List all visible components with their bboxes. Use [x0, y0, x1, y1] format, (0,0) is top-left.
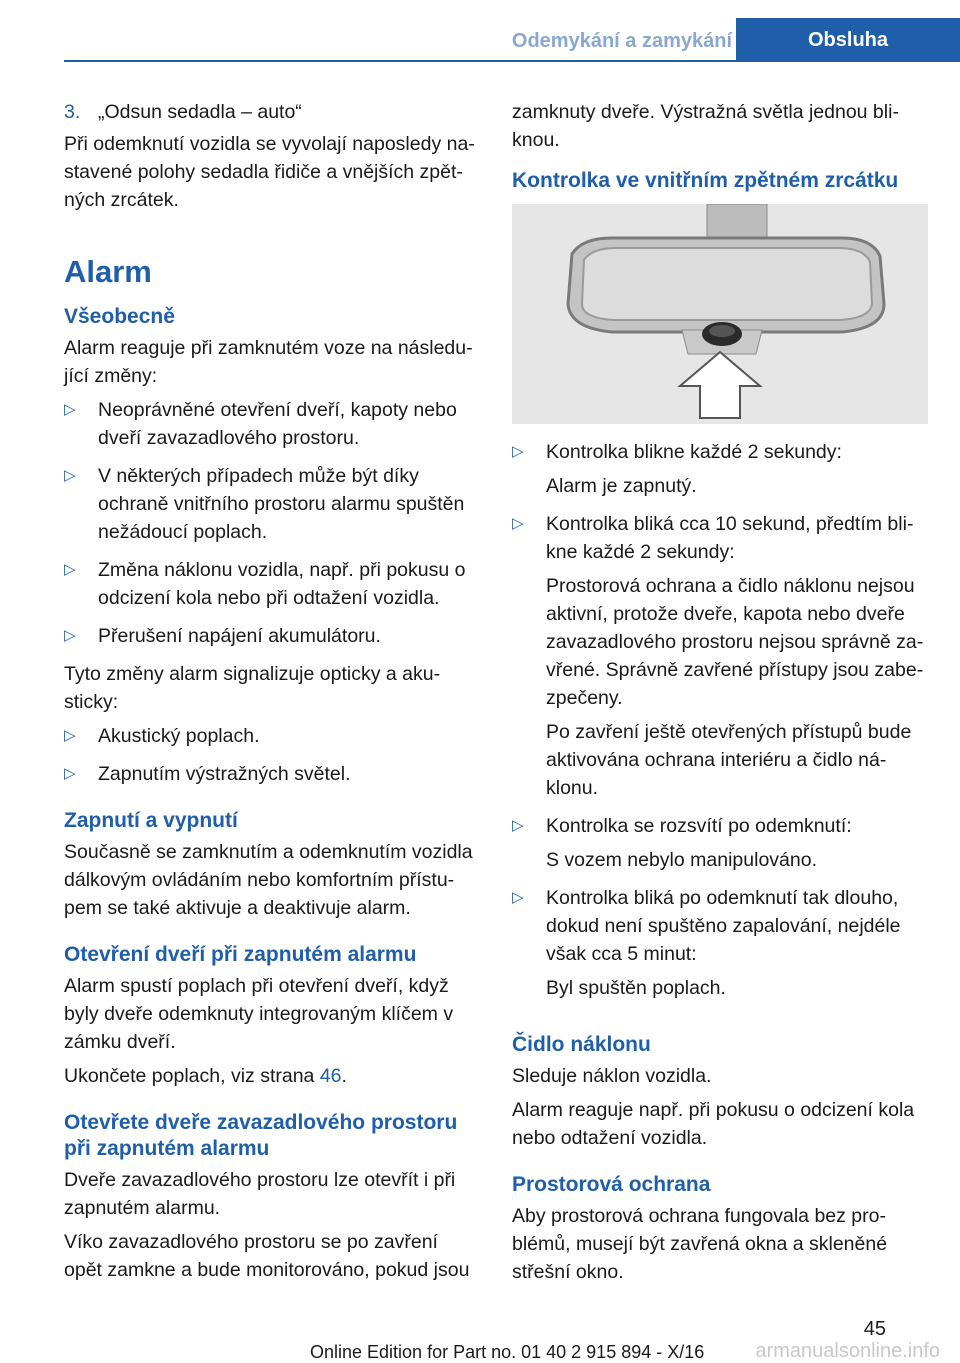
- paragraph: Při odemknutí vozidla se vyvolají naposledy na-stavené polohy sedadla řidiče a vnějších zpět-ných zrcátek.: [64, 133, 475, 211]
- paragraph: Současně se zamknutím a odemknutím vozidla dálkovým ovládáním nebo komfortním přístu-pem se také aktivuje a deaktivuje alarm.: [64, 841, 473, 919]
- paragraph: [64, 1062, 478, 1090]
- triangle-bullet-icon: ▷: [512, 817, 524, 834]
- heading-interior-protection: Prostorová ochrana: [512, 1173, 711, 1196]
- triangle-bullet-icon: ▷: [64, 627, 76, 644]
- watermark: armanualsonline.info: [755, 1340, 940, 1362]
- right-column: [512, 98, 926, 1292]
- indicator-list: [512, 438, 926, 1002]
- paragraph: Alarm spustí poplach při otevření dveří, když byly dveře odemknuty integrovaným klíčem v zámku dveří.: [64, 975, 454, 1053]
- chapter-tab: Obsluha: [736, 18, 960, 62]
- heading-alarm: Alarm: [64, 254, 152, 289]
- triangle-bullet-icon: ▷: [64, 401, 76, 418]
- list-item-detail: Po zavření ještě otevřených přístupů bude aktivována ochrana interiéru a čidlo ná-klonu.: [546, 721, 912, 799]
- list-item: [512, 438, 926, 500]
- paragraph: Dveře zavazadlového prostoru lze otevřít i při zapnutém alarmu.: [64, 1169, 456, 1219]
- section-title: Odemykání a zamykání: [511, 30, 732, 52]
- list-item-detail: Byl spuštěn poplach.: [546, 977, 726, 999]
- list-item-text: Kontrolka bliká po odemknutí tak dlouho, dokud není spuštěno zapalování, nejdéle však cca 5 minut:: [546, 887, 901, 965]
- mirror-illustration: [512, 204, 928, 424]
- list-item: [64, 556, 478, 612]
- list-item-text: Zapnutím výstražných světel.: [98, 763, 351, 785]
- signals-list: [64, 722, 478, 788]
- edition-note: Online Edition for Part no. 01 40 2 915 894 - X/16: [310, 1342, 705, 1362]
- page-number: 45: [863, 1318, 886, 1340]
- list-item-detail: S vozem nebylo manipulováno.: [546, 849, 817, 871]
- list-item: [512, 884, 926, 1002]
- triangle-bullet-icon: ▷: [512, 889, 524, 906]
- triangle-bullet-icon: ▷: [64, 467, 76, 484]
- list-item-detail: Alarm je zapnutý.: [546, 475, 697, 497]
- list-item-text: Změna náklonu vozidla, např. při pokusu o odcizení kola nebo při odtažení vozidla.: [98, 559, 466, 609]
- list-item-text: Neoprávněné otevření dveří, kapoty nebo dveří zavazadlového prostoru.: [98, 399, 457, 449]
- list-item: [64, 622, 478, 650]
- heading-door-opening: Otevření dveří při zapnutém alarmu: [64, 943, 417, 966]
- triangle-bullet-icon: ▷: [512, 443, 524, 460]
- item-text: „Odsun sedadla – auto“: [98, 101, 302, 123]
- triangle-bullet-icon: ▷: [512, 515, 524, 532]
- triangle-bullet-icon: ▷: [64, 765, 76, 782]
- left-column: [64, 98, 478, 1290]
- text: .: [341, 1065, 347, 1087]
- changes-list: [64, 396, 478, 650]
- paragraph: Aby prostorová ochrana fungovala bez pro-blémů, musejí být zavřená okna a skleněné střešní okno.: [512, 1205, 888, 1283]
- triangle-bullet-icon: ▷: [64, 727, 76, 744]
- paragraph: Tyto změny alarm signalizuje opticky a aku-sticky:: [64, 663, 441, 713]
- paragraph: Alarm reaguje např. při pokusu o odcizení kola nebo odtažení vozidla.: [512, 1099, 915, 1149]
- header-rule: [64, 60, 960, 62]
- list-item-detail: Prostorová ochrana a čidlo náklonu nejsou aktivní, protože dveře, kapota nebo dveře zavazadlového prostoru nejsou správně za-vřené. Správně zavřené přístupy jsou zabe-zpečeny.: [546, 575, 924, 709]
- list-item-text: Kontrolka se rozsvítí po odemknutí:: [546, 815, 852, 837]
- text: Ukončete poplach, viz strana: [64, 1065, 320, 1087]
- list-item-text: V některých případech může být díky ochraně vnitřního prostoru alarmu spuštěn nežádoucí poplach.: [98, 465, 465, 543]
- heading-trunk: Otevřete dveře zavazadlového prostoru při zapnutém alarmu: [64, 1111, 458, 1160]
- heading-tilt-sensor: Čidlo náklonu: [512, 1033, 651, 1056]
- page-footer: [0, 1310, 960, 1362]
- list-item-text: Akustický poplach.: [98, 725, 260, 747]
- paragraph: zamknuty dveře. Výstražná světla jednou bli-knou.: [512, 101, 899, 151]
- triangle-bullet-icon: ▷: [64, 561, 76, 578]
- paragraph: Víko zavazadlového prostoru se po zavření opět zamkne a bude monitorováno, pokud jsou: [64, 1231, 470, 1281]
- list-item: [64, 760, 478, 788]
- list-item-text: Přerušení napájení akumulátoru.: [98, 625, 381, 647]
- paragraph: Sleduje náklon vozidla.: [512, 1065, 712, 1087]
- page-header: [0, 0, 960, 62]
- paragraph: Alarm reaguje při zamknutém voze na následu-jící změny:: [64, 337, 473, 387]
- list-item: [64, 396, 478, 452]
- list-item-text: Kontrolka bliká cca 10 sekund, předtím bli-kne každé 2 sekundy:: [546, 513, 914, 563]
- list-item: [512, 812, 926, 874]
- numbered-item: [64, 98, 478, 126]
- list-item: [64, 462, 478, 546]
- rearview-mirror-image: [512, 204, 928, 424]
- heading-general: Všeobecně: [64, 305, 175, 328]
- heading-indicator: Kontrolka ve vnitřním zpětném zrcátku: [512, 169, 899, 192]
- page-link[interactable]: 46: [319, 1065, 342, 1087]
- heading-on-off: Zapnutí a vypnutí: [64, 809, 238, 832]
- list-item: [64, 722, 478, 750]
- list-item: [512, 510, 926, 802]
- list-item-text: Kontrolka blikne každé 2 sekundy:: [546, 441, 842, 463]
- item-number: 3.: [64, 101, 81, 123]
